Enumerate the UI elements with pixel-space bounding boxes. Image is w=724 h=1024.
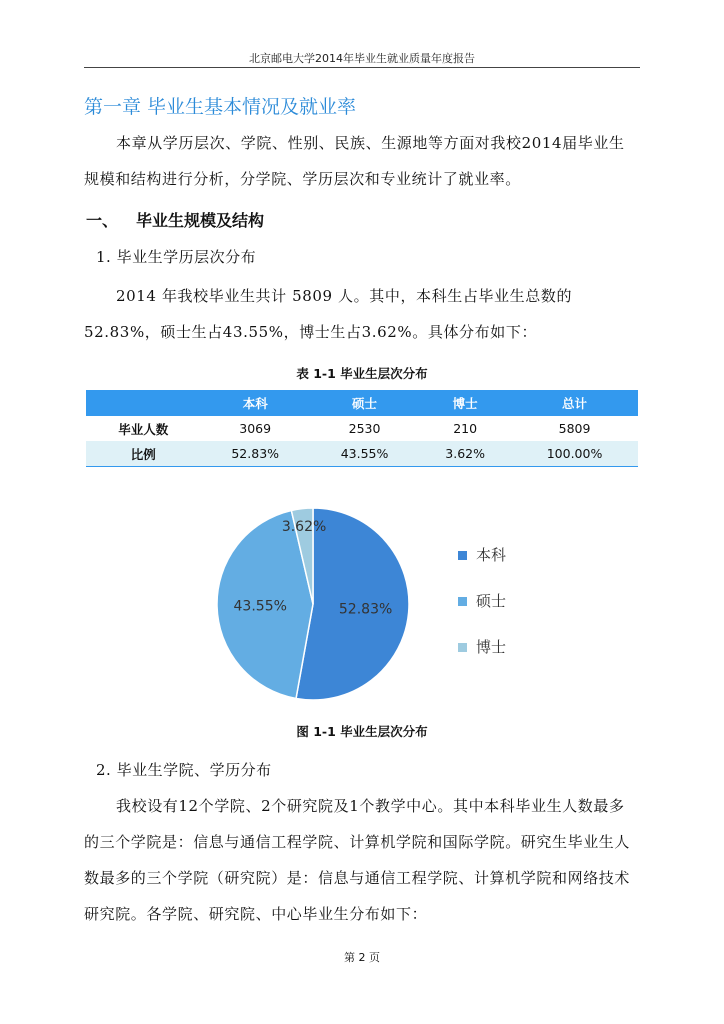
table-row-header: 毕业人数 bbox=[118, 421, 169, 437]
table-cell: 2530 bbox=[348, 421, 381, 436]
pie-label-3: 3.62% bbox=[281, 518, 327, 535]
pie-label-1: 52.83% bbox=[338, 601, 393, 618]
table-row bbox=[86, 441, 638, 467]
table-caption: 表 1-1 毕业生层次分布 bbox=[296, 366, 428, 381]
table-cell: 3.62% bbox=[419, 441, 511, 467]
table-row bbox=[86, 416, 638, 441]
header-divider bbox=[84, 67, 640, 68]
legend-swatch-1 bbox=[458, 551, 467, 560]
table-cell: 5809 bbox=[558, 421, 591, 436]
legend-swatch-2 bbox=[458, 597, 467, 606]
subsection-heading-1: 1. 毕业生学历层次分布 bbox=[96, 248, 257, 266]
table-row-header: 比例 bbox=[86, 441, 201, 467]
distribution-paragraph: 2014 年我校毕业生共计 5809 人。其中，本科生占毕业生总数的52.83%，硕士生占43.55%，博士生占3.62%。具体分布如下： bbox=[84, 287, 573, 341]
table-cell: 52.83% bbox=[201, 441, 310, 467]
table-header-cell: 本科 bbox=[201, 390, 310, 416]
legend-label-3: 博士 bbox=[476, 638, 507, 656]
table-cell: 3069 bbox=[239, 421, 272, 436]
section-title: 毕业生规模及结构 bbox=[136, 211, 265, 230]
legend-label-1: 本科 bbox=[476, 546, 507, 564]
table-header-cell bbox=[86, 390, 201, 416]
table-header-cell: 硕士 bbox=[310, 390, 419, 416]
pie-label-2: 43.55% bbox=[233, 598, 287, 615]
table-header-cell: 博士 bbox=[419, 390, 511, 416]
subsection-heading-2: 2. 毕业生学院、学历分布 bbox=[96, 761, 272, 779]
table-header-cell: 总计 bbox=[511, 390, 638, 416]
page-footer: 第 2 页 bbox=[344, 951, 380, 964]
figure-caption: 图 1-1 毕业生层次分布 bbox=[296, 724, 428, 739]
section-number: 一、 bbox=[86, 211, 119, 230]
chapter-title: 第一章 毕业生基本情况及就业率 bbox=[84, 96, 357, 118]
legend-label-2: 硕士 bbox=[476, 592, 507, 610]
table-cell: 100.00% bbox=[511, 441, 638, 467]
level-distribution-table bbox=[86, 390, 638, 467]
section-heading bbox=[86, 208, 264, 231]
level-pie-chart bbox=[190, 500, 550, 710]
table-cell: 210 bbox=[453, 421, 478, 436]
college-distribution-paragraph: 我校设有12个学院、2个研究院及1个教学中心。其中本科毕业生人数最多的三个学院是：信息与通信工程学院、计算机学院和国际学院。研究生毕业生人数最多的三个学院（研究院）是：信息与通信工程学院、计算机学院和网络技术研究院。各学院、研究院、中心毕业生分布如下： bbox=[84, 797, 631, 923]
legend-swatch-3 bbox=[458, 643, 467, 652]
table-cell: 43.55% bbox=[310, 441, 419, 467]
page-header: 北京邮电大学2014年毕业生就业质量年度报告 bbox=[249, 52, 475, 65]
intro-paragraph: 本章从学历层次、学院、性别、民族、生源地等方面对我校2014届毕业生规模和结构进行分析，分学院、学历层次和专业统计了就业率。 bbox=[84, 134, 625, 188]
table-header-row bbox=[86, 390, 638, 416]
